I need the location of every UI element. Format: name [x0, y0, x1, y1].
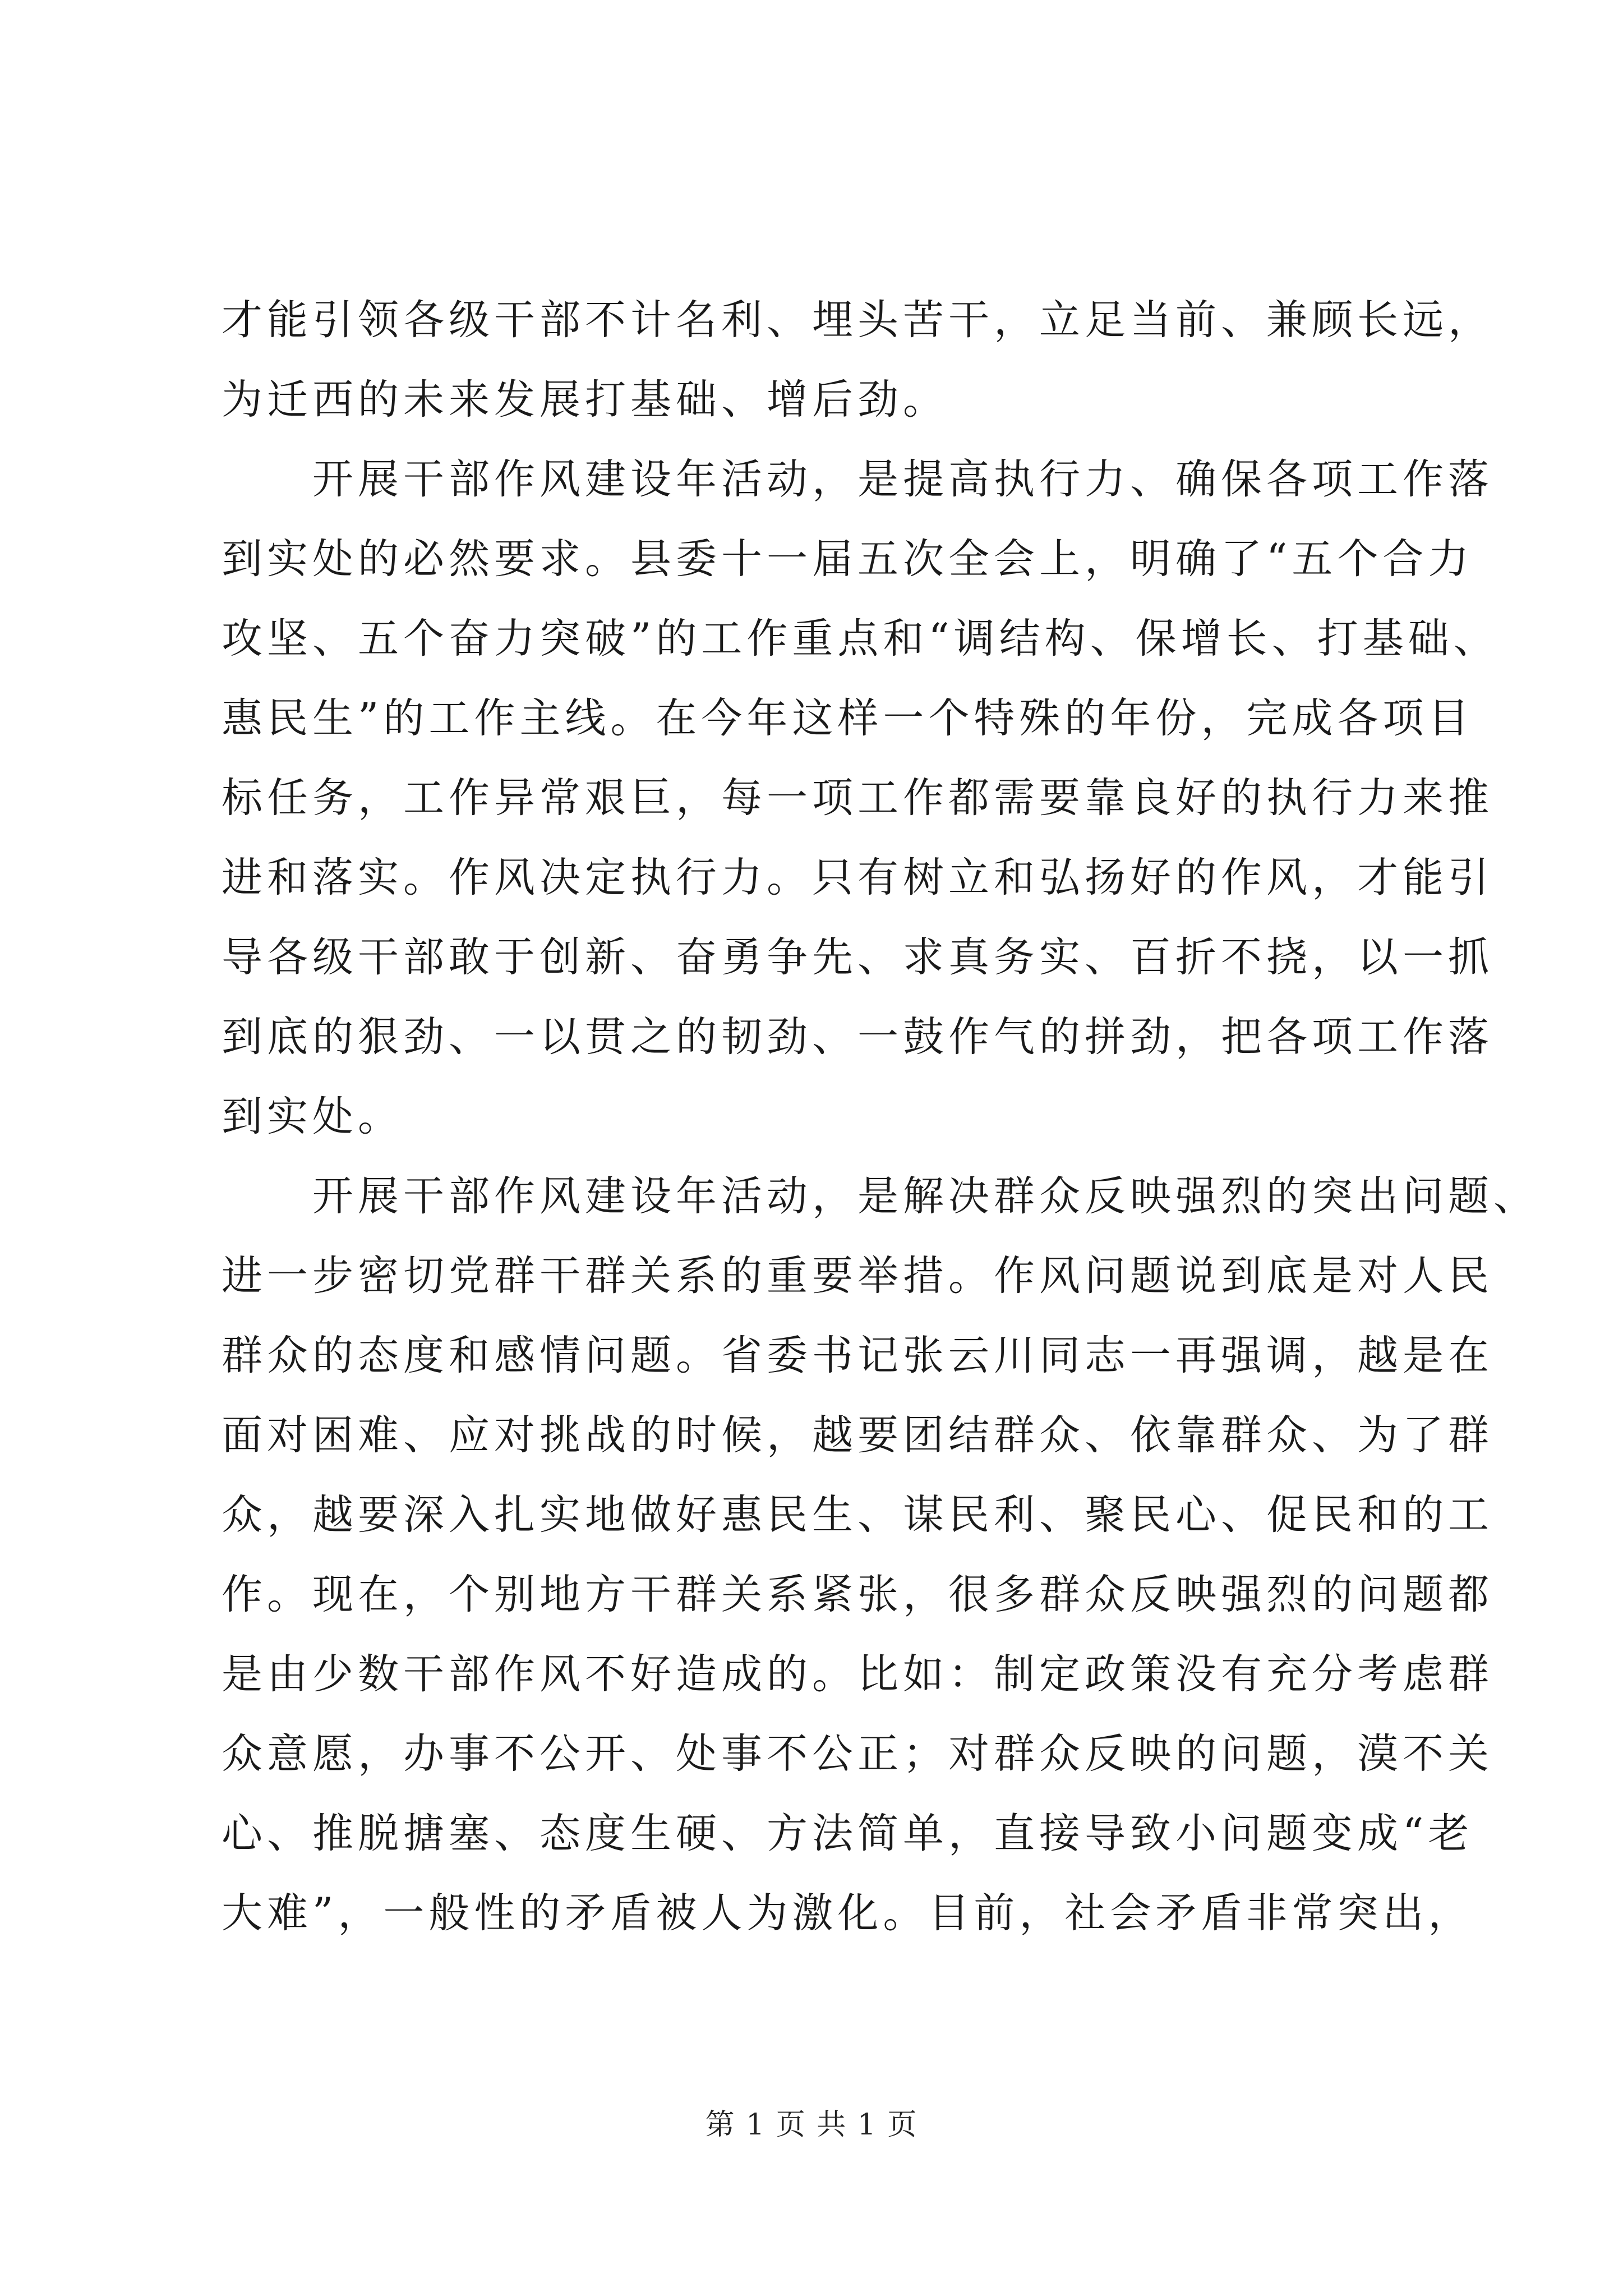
text-line: 为迁西的未来发展打基础、增后劲。 — [222, 376, 948, 424]
text-line: 面对困难、应对挑战的时候，越要团结群众、依靠群众、为了群 — [222, 1411, 1493, 1459]
text-line: 标任务，工作异常艰巨，每一项工作都需要靠良好的执行力来推 — [222, 774, 1493, 822]
document-body — [222, 280, 1539, 1953]
text-line: 开展干部作风建设年活动，是解决群众反映强烈的突出问题、 — [312, 1172, 1539, 1220]
text-line: 众意愿，办事不公开、处事不公正；对群众反映的问题，漠不关 — [222, 1730, 1493, 1778]
text-line: 群众的态度和感情问题。省委书记张云川同志一再强调，越是在 — [222, 1332, 1493, 1379]
text-line: 进和落实。作风决定执行力。只有树立和弘扬好的作风，才能引 — [222, 854, 1493, 901]
text-line: 到实处的必然要求。县委十一届五次全会上，明确了“五个合力 — [222, 535, 1474, 583]
text-line: 开展干部作风建设年活动，是提高执行力、确保各项工作落 — [312, 455, 1493, 503]
text-line: 是由少数干部作风不好造成的。比如：制定政策没有充分考虑群 — [222, 1650, 1493, 1698]
text-line: 进一步密切党群干群关系的重要举措。作风问题说到底是对人民 — [222, 1252, 1493, 1300]
text-line: 心、推脱搪塞、态度生硬、方法简单，直接导致小问题变成“老 — [222, 1810, 1474, 1857]
text-line: 才能引领各级干部不计名利、埋头苦干，立足当前、兼顾长远， — [222, 296, 1493, 344]
text-line: 大难”，一般性的矛盾被人为激化。目前，社会矛盾非常突出， — [222, 1889, 1474, 1937]
text-line: 作。现在，个别地方干群关系紧张，很多群众反映强烈的问题都 — [222, 1571, 1493, 1618]
text-line: 众，越要深入扎实地做好惠民生、谋民利、聚民心、促民和的工 — [222, 1491, 1493, 1539]
text-line: 到实处。 — [222, 1093, 403, 1140]
text-line: 到底的狠劲、一以贯之的韧劲、一鼓作气的拼劲，把各项工作落 — [222, 1013, 1493, 1061]
text-line: 攻坚、五个奋力突破”的工作重点和“调结构、保增长、打基础、 — [222, 615, 1499, 662]
text-line: 惠民生”的工作主线。在今年这样一个特殊的年份，完成各项目 — [222, 694, 1474, 742]
text-line: 导各级干部敢于创新、奋勇争先、求真务实、百折不挠，以一抓 — [222, 933, 1493, 981]
page-number-footer: 第 1 页 共 1 页 — [705, 2108, 918, 2142]
